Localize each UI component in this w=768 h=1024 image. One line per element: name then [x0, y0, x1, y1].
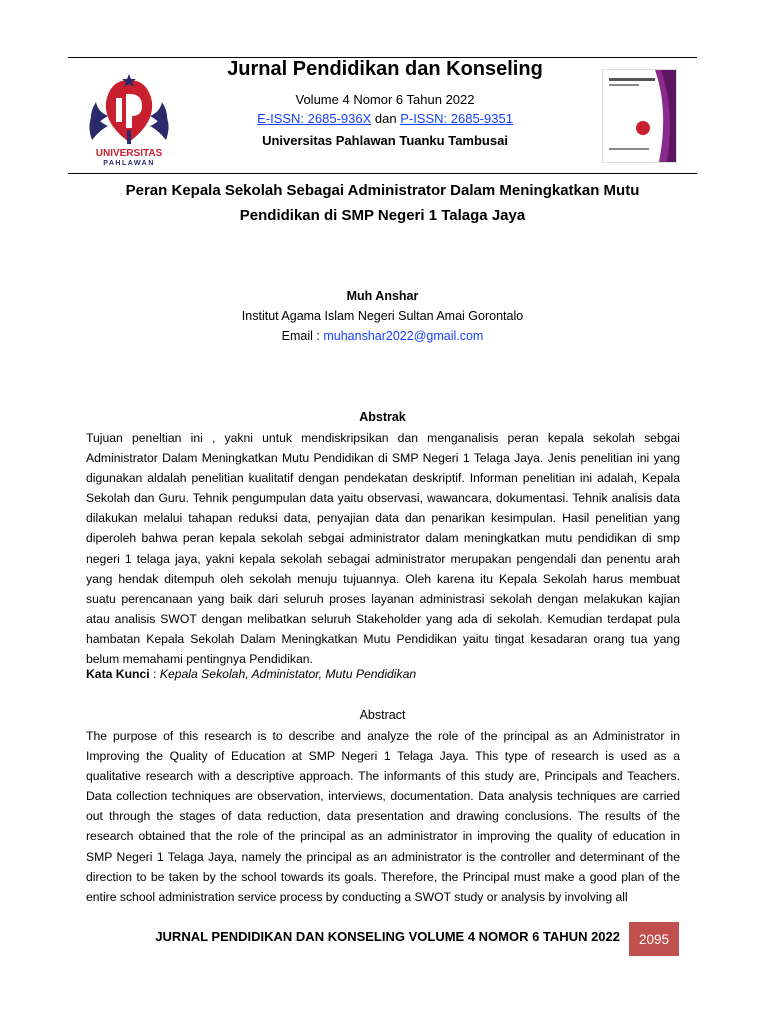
- header-bottom-rule: [68, 173, 697, 174]
- abstract-body: The purpose of this research is to describe and analyze the role of the principal as an Administrator in Improving the Quality of Education at SMP Negeri 1 Telaga Jaya. This type of research is used as a qualitative research with a descriptive approach. The informants of this study are, Principals and Teachers. Data collection techniques are observation, interviews, documentation. Data analysis techniques are carried out through the stages of data reduction, data presentation and drawing conclusions. The results of the research obtained that the role of the principal as an administrator in improving the quality of education in SMP Negeri 1 Telaga Jaya, namely the principal as an administrator is the controller and determinant of the direction to be taken by the school towards its goals. Therefore, the Principal must make a good plan of the entire school administration service process by conducting a SWOT study or analysis by involving all: [86, 729, 680, 904]
- keywords-label: Kata Kunci: [86, 667, 150, 681]
- author-email-link[interactable]: muhanshar2022@gmail.com: [323, 329, 484, 343]
- running-footer: JURNAL PENDIDIKAN DAN KONSELING VOLUME 4 NOMOR 6 TAHUN 2022: [155, 929, 620, 944]
- article-title-line-2: Pendidikan di SMP Negeri 1 Talaga Jaya: [239, 207, 526, 224]
- keywords-text: Kepala Sekolah, Administator, Mutu Pendidikan: [159, 667, 417, 681]
- article-title-line-1: Peran Kepala Sekolah Sebagai Administrator Dalam Meningkatkan Mutu: [125, 182, 640, 199]
- author-name: Muh Anshar: [346, 289, 419, 303]
- journal-title: Jurnal Pendidikan dan Konseling: [227, 58, 543, 80]
- author-institution: Institut Agama Islam Negeri Sultan Amai Gorontalo: [241, 309, 524, 323]
- article-title: [100, 178, 665, 228]
- issn-separator: dan: [371, 111, 401, 126]
- pissn-link[interactable]: P-ISSN: 2685-9351: [400, 111, 513, 126]
- journal-volume: Volume 4 Nomor 6 Tahun 2022: [295, 92, 475, 107]
- author-email-line: [100, 329, 665, 343]
- university-name: Universitas Pahlawan Tuanku Tambusai: [262, 133, 508, 148]
- abstrak-body: Tujuan peneltian ini , yakni untuk mendiskripsikan dan menganalisis peran kepala sekolah sebgai Administrator Dalam Meningkatkan Mutu Pendidikan di SMP Negeri 1 Telaga Jaya. Jenis penelitian ini yang digunakan aldalah penelitian kualitatif dengan pendekatan deskriptif. Informan penelitian ini adalah, Kepala Sekolah dan Guru. Tehnik pengumpulan data yaitu observasi, wawancara, dokumentasi. Tehnik analisis data dilakukan melalui tahapan reduksi data, penyajian data dan penarikan kesimpulan. Hasil penelitian yang diperoleh bahwa peran kepala sekolah sebgai administrator dalam meningkatkan mutu pendidikan di smp negeri 1 telaga jaya, yakni kepala sekolah sebagai administrator merupakan pengendali dan penentu arah yang hendak ditempuh oleh sekolah menuju tujuannya. Oleh karena itu Kepala Sekolah harus membuat suatu perencanaan yang baik dari seluruh proses layanan administrasi sekolah dengan melakukan kajian atau analisis SWOT dengan melibatkan seluruh Stakeholder yang ada di sekolah. Kemudian terdapat pula hambatan Kepala Sekolah Dalam Meningkatkan Mutu Pendidikan yaitu tingat kesadaran orang tua yang belum memahami pentingnya Pendidikan.: [86, 431, 680, 667]
- abstract-heading: Abstract: [359, 708, 406, 722]
- logo-text-pahlawan: PAHLAWAN: [103, 160, 155, 167]
- university-logo: [86, 72, 172, 168]
- eissn-link[interactable]: E-ISSN: 2685-936X: [257, 111, 372, 126]
- email-label: Email :: [281, 329, 324, 343]
- page-number-box: [629, 922, 679, 956]
- issn-line: [180, 111, 590, 126]
- keywords-line: [86, 667, 680, 681]
- logo-text-universitas: UNIVERSITAS: [95, 148, 163, 159]
- abstrak-heading: Abstrak: [359, 410, 406, 424]
- page-number: 2095: [638, 931, 670, 947]
- keywords-separator: :: [149, 667, 160, 681]
- journal-cover-thumbnail: [603, 70, 676, 162]
